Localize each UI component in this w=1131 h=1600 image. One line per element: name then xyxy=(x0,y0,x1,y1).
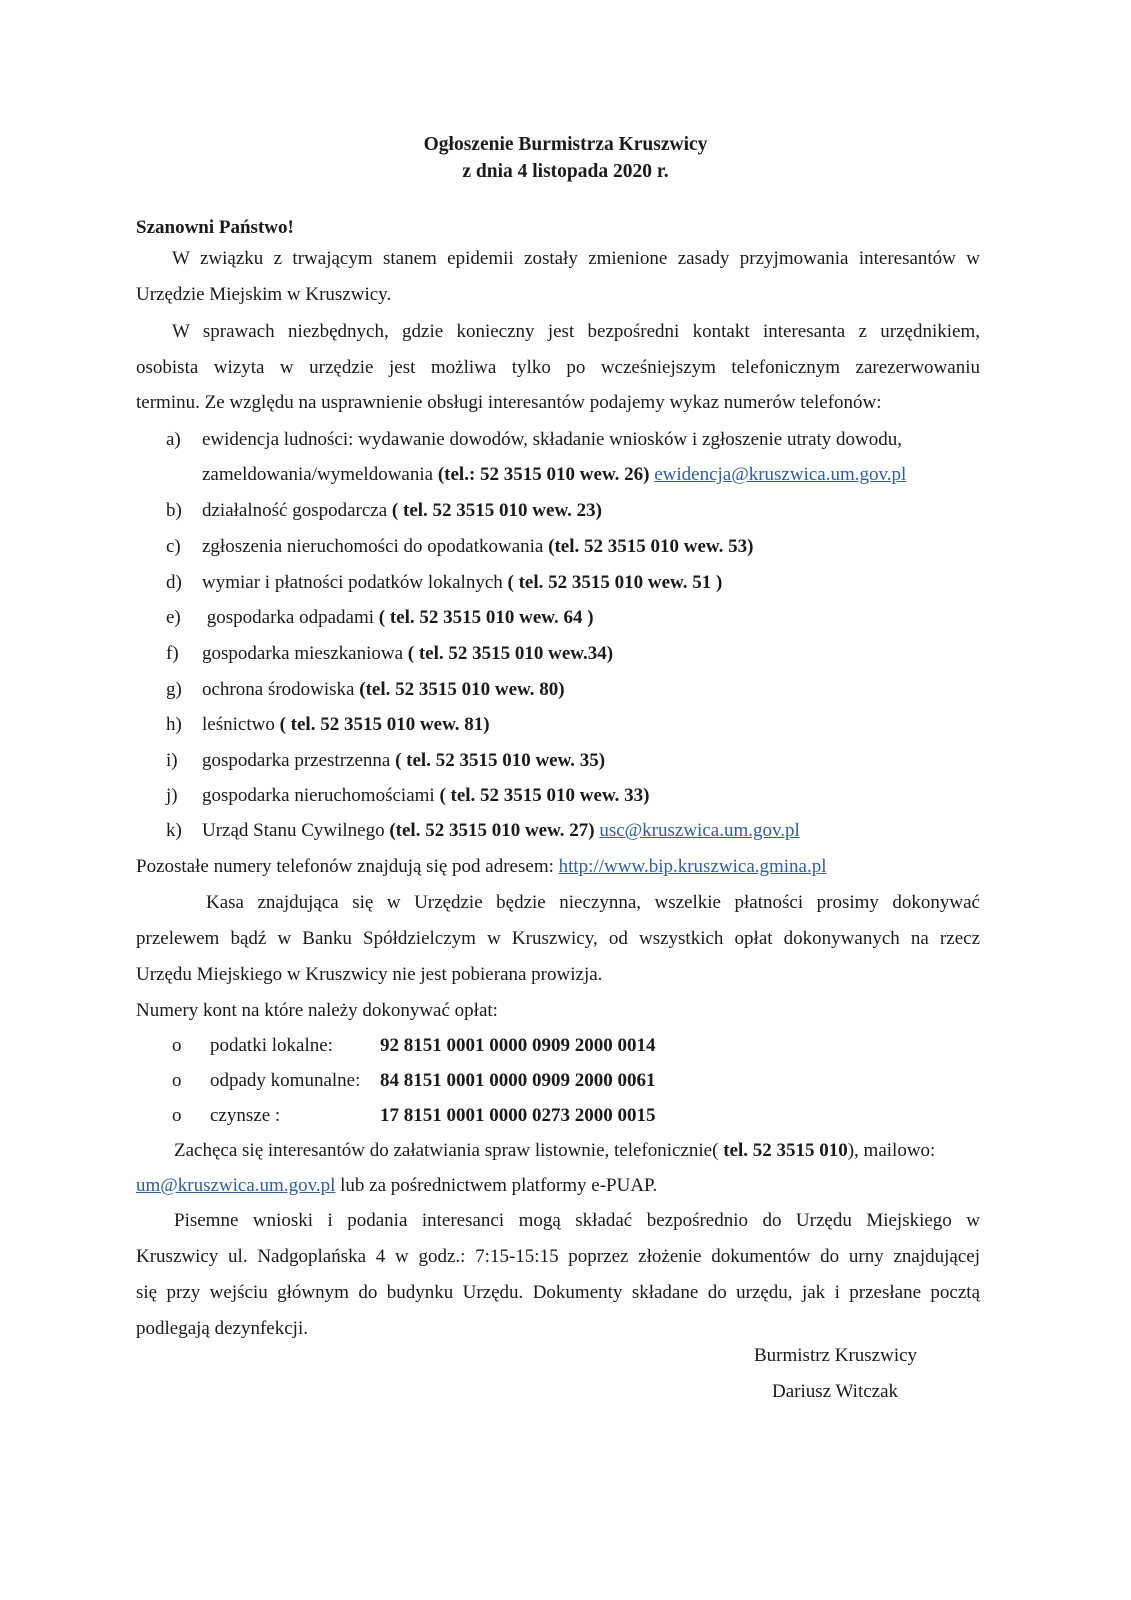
list-item-f xyxy=(166,642,613,666)
list-text: działalność gospodarcza xyxy=(202,500,392,521)
written-line3: się przy wejściu głównym do budynku Urzędu. Dokumenty składane do urzędu, jak i przesłane pocztą xyxy=(136,1282,980,1303)
written-line2: Kruszwicy ul. Nadgoplańska 4 w godz.: 7:15-15:15 poprzez złożenie dokumentów do urny znajdującej xyxy=(136,1246,980,1267)
contact-line1 xyxy=(174,1139,935,1163)
account-number: 92 8151 0001 0000 0909 2000 0014 xyxy=(380,1035,656,1056)
list-label: e) xyxy=(166,607,181,628)
greeting: Szanowni Państwo! xyxy=(136,217,294,238)
list-label: b) xyxy=(166,500,182,521)
account-number: 17 8151 0001 0000 0273 2000 0015 xyxy=(380,1105,656,1126)
list-text: gospodarka nieruchomościami xyxy=(202,785,440,806)
account-row-1 xyxy=(172,1034,656,1058)
list-item-c xyxy=(166,535,753,559)
contact-line2 xyxy=(136,1174,657,1198)
list-item-k xyxy=(166,819,800,843)
list-text: ewidencja ludności: wydawanie dowodów, składanie wniosków i zgłoszenie utraty dowodu, xyxy=(202,429,903,450)
list-text: gospodarka odpadami xyxy=(202,607,379,628)
list-label: d) xyxy=(166,572,182,593)
list-text: gospodarka mieszkaniowa xyxy=(202,643,408,664)
list-label: i) xyxy=(166,750,178,771)
list-label: f) xyxy=(166,643,179,664)
intro-p2-line1: W sprawach niezbędnych, gdzie konieczny jest bezpośredni kontakt interesanta z urzędnikiem, xyxy=(172,321,980,342)
list-text: zgłoszenia nieruchomości do opodatkowania xyxy=(202,536,549,557)
list-text: wymiar i płatności podatków lokalnych xyxy=(202,572,508,593)
bip-link[interactable]: http://www.bip.kruszwica.gmina.pl xyxy=(558,856,827,877)
account-number: 84 8151 0001 0000 0909 2000 0061 xyxy=(380,1070,656,1091)
intro-p2-line3: terminu. Ze względu na usprawnienie obsługi interesantów podajemy wykaz numerów telefonów: xyxy=(136,392,882,413)
account-name: czynsze : xyxy=(210,1105,281,1126)
list-item-i xyxy=(166,749,605,773)
other-numbers-text: Pozostałe numery telefonów znajdują się pod adresem: xyxy=(136,856,559,877)
phone-number: ( tel. 52 3515 010 wew. 51 ) xyxy=(507,572,723,593)
contact-text-end: ), mailowo: xyxy=(847,1140,936,1161)
written-line1: Pisemne wnioski i podania interesanci mogą składać bezpośrednio do Urzędu Miejskiego w xyxy=(174,1210,980,1231)
phone-number: (tel. 52 3515 010 wew. 80) xyxy=(359,679,565,700)
list-item-a xyxy=(166,428,902,452)
cashier-line3: Urzędu Miejskiego w Kruszwicy nie jest pobierana prowizja. xyxy=(136,964,603,985)
list-label: h) xyxy=(166,714,182,735)
signature-name: Dariusz Witczak xyxy=(772,1381,899,1402)
phone-number: ( tel. 52 3515 010 wew. 81) xyxy=(279,714,490,735)
list-text: leśnictwo xyxy=(202,714,280,735)
phone-number: ( tel. 52 3515 010 wew. 33) xyxy=(439,785,650,806)
phone-number: ( tel. 52 3515 010 wew. 35) xyxy=(395,750,606,771)
signature-title: Burmistrz Kruszwicy xyxy=(754,1345,918,1366)
account-name: podatki lokalne: xyxy=(210,1035,333,1056)
intro-p1-line2: Urzędzie Miejskim w Kruszwicy. xyxy=(136,284,392,305)
heading-line-2: z dnia 4 listopada 2020 r. xyxy=(462,161,669,182)
email-link-ewidencja[interactable]: ewidencja@kruszwica.um.gov.pl xyxy=(654,464,907,485)
list-label: c) xyxy=(166,536,181,557)
cashier-line2: przelewem bądź w Banku Spółdzielczym w Kruszwicy, od wszystkich opłat dokonywanych na rzecz xyxy=(136,928,980,949)
list-label: a) xyxy=(166,429,181,450)
phone-number: tel. 52 3515 010 xyxy=(723,1140,848,1161)
account-row-3 xyxy=(172,1104,656,1128)
contact-text: Zachęca się interesantów do załatwiania spraw listownie, telefonicznie( xyxy=(174,1140,724,1161)
list-text: zameldowania/wymeldowania xyxy=(202,464,438,485)
phone-number: (tel.: 52 3515 010 wew. 26) xyxy=(437,464,650,485)
intro-p1-line1: W związku z trwającym stanem epidemii zostały zmienione zasady przyjmowania interesantów w xyxy=(172,248,980,269)
phone-number: ( tel. 52 3515 010 wew. 64 ) xyxy=(378,607,594,628)
list-label: g) xyxy=(166,679,182,700)
other-numbers xyxy=(136,855,827,879)
heading-line-1: Ogłoszenie Burmistrza Kruszwicy xyxy=(423,134,708,155)
phone-number: ( tel. 52 3515 010 wew. 23) xyxy=(391,500,602,521)
accounts-intro: Numery kont na które należy dokonywać opłat: xyxy=(136,1000,498,1021)
list-item-d xyxy=(166,571,722,595)
list-label: k) xyxy=(166,820,182,841)
list-text: ochrona środowiska xyxy=(202,679,360,700)
phone-number: ( tel. 52 3515 010 wew.34) xyxy=(407,643,614,664)
bullet: o xyxy=(172,1105,182,1126)
list-label: j) xyxy=(166,785,178,806)
list-item-a-cont xyxy=(202,463,906,487)
cashier-line1: Kasa znajdująca się w Urzędzie będzie nieczynna, wszelkie płatności prosimy dokonywać xyxy=(206,892,980,913)
email-link-usc[interactable]: usc@kruszwica.um.gov.pl xyxy=(599,820,800,841)
phone-number: (tel. 52 3515 010 wew. 27) xyxy=(389,820,595,841)
account-name: odpady komunalne: xyxy=(210,1070,361,1091)
intro-p2-line2: osobista wizyta w urzędzie jest możliwa tylko po wcześniejszym telefonicznym zarezerwowaniu xyxy=(136,357,980,378)
list-text: gospodarka przestrzenna xyxy=(202,750,396,771)
list-item-b xyxy=(166,499,602,523)
list-item-g xyxy=(166,678,565,702)
phone-number: (tel. 52 3515 010 wew. 53) xyxy=(548,536,754,557)
contact-text: lub za pośrednictwem platformy e-PUAP. xyxy=(335,1175,658,1196)
written-line4: podlegają dezynfekcji. xyxy=(136,1318,308,1339)
list-item-j xyxy=(166,784,649,808)
list-item-e xyxy=(166,606,594,630)
account-row-2 xyxy=(172,1069,656,1093)
email-link-um[interactable]: um@kruszwica.um.gov.pl xyxy=(136,1175,336,1196)
bullet: o xyxy=(172,1070,182,1091)
list-item-h xyxy=(166,713,490,737)
list-text: Urząd Stanu Cywilnego xyxy=(202,820,390,841)
bullet: o xyxy=(172,1035,182,1056)
